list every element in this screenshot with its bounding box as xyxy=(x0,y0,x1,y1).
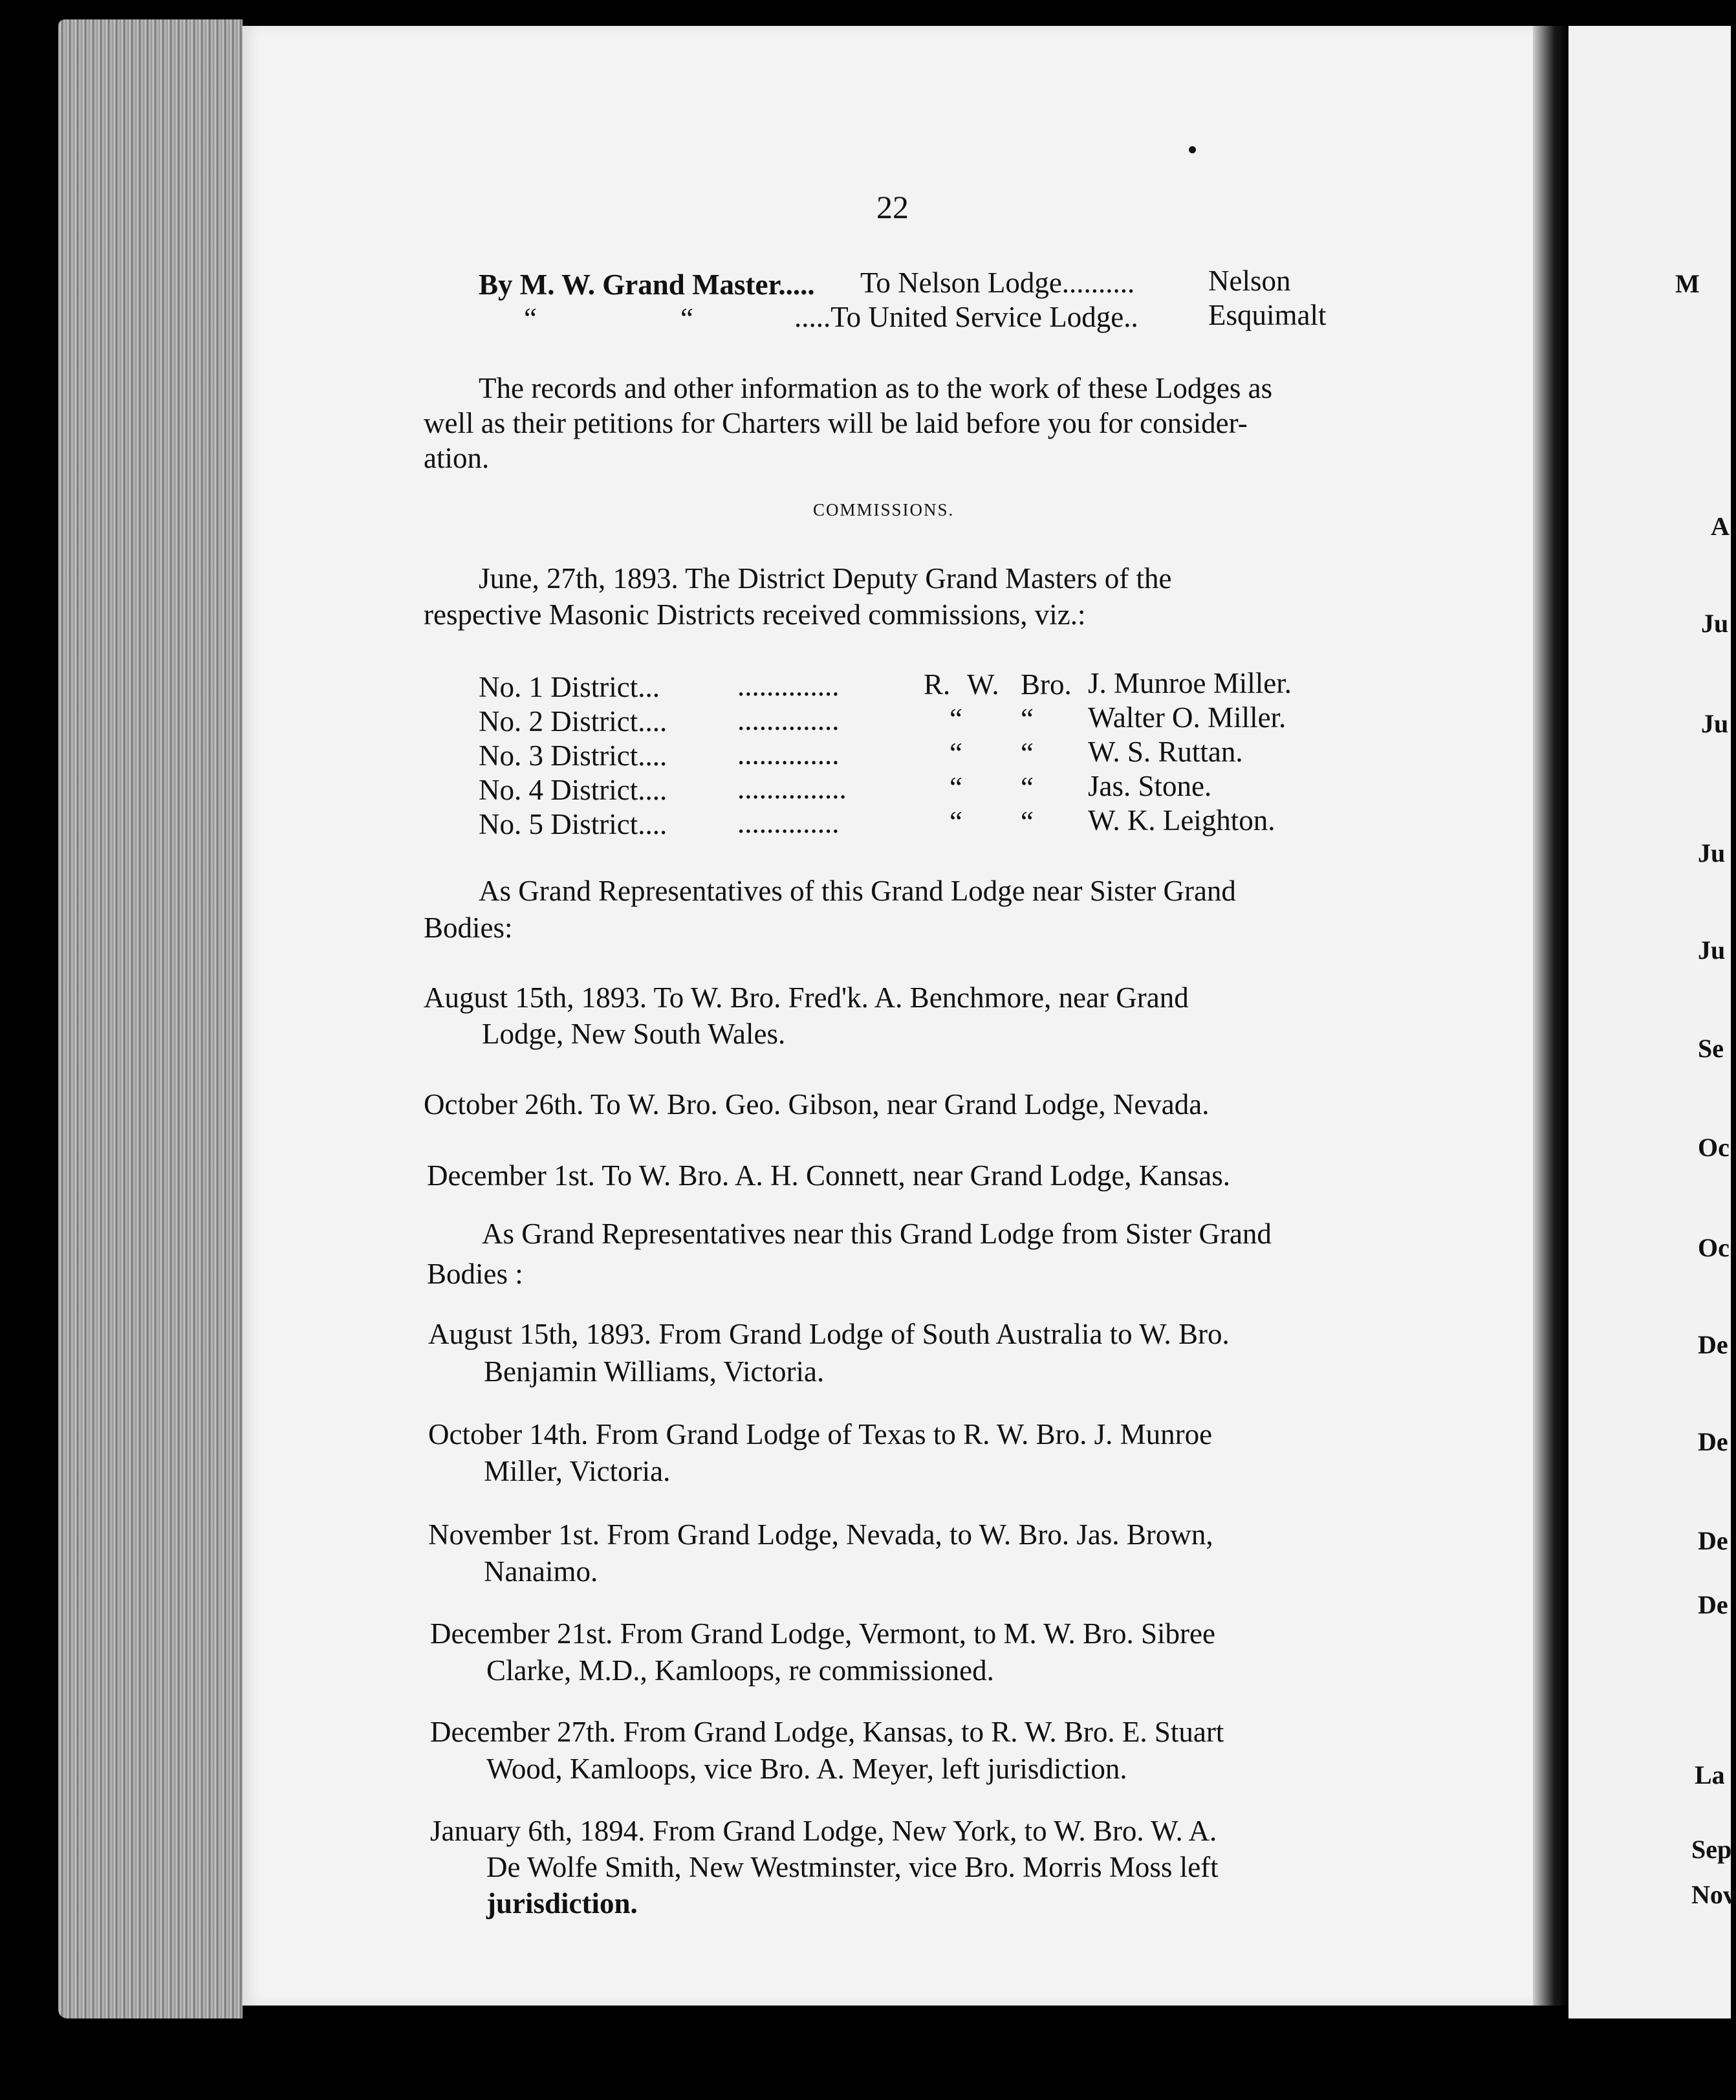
ink-spot xyxy=(1189,146,1196,153)
district-4-title-c: “ xyxy=(1021,771,1034,804)
district-2-name: No. 2 District.... xyxy=(479,705,667,738)
fragment: De xyxy=(1698,1590,1728,1619)
district-5-person: W. K. Leighton. xyxy=(1088,804,1275,837)
commissions-heading: COMMISSIONS. xyxy=(813,500,955,520)
fragment: La xyxy=(1695,1760,1725,1789)
district-3-leader: .............. xyxy=(737,738,840,771)
district-1-person: J. Munroe Miller. xyxy=(1088,667,1292,699)
records-line-1: The records and other information as to the work of these Lodges as xyxy=(479,372,1273,404)
near-entry-1-line-2: Benjamin Williams, Victoria. xyxy=(484,1355,825,1388)
district-5-title-c: “ xyxy=(1021,805,1034,838)
records-line-2: well as their petitions for Charters will be laid before you for consider- xyxy=(424,407,1248,439)
june-line-1: June, 27th, 1893. The District Deputy Grand Masters of the xyxy=(479,562,1172,595)
by-line-1-middle: To Nelson Lodge.......... xyxy=(860,267,1135,299)
district-3-title-c: “ xyxy=(1021,737,1034,769)
reps-of-this-line-1: As Grand Representatives of this Grand Lodge near Sister Grand xyxy=(479,875,1236,907)
by-line-1-left: By M. W. Grand Master..... xyxy=(479,268,815,301)
district-4-title-b: “ xyxy=(949,771,962,804)
near-entry-2-line-2: Miller, Victoria. xyxy=(484,1455,671,1487)
by-line-2-ditto-2: “ xyxy=(680,302,693,334)
fragment: Se xyxy=(1698,1034,1724,1063)
near-entry-1-line-1: August 15th, 1893. From Grand Lodge of South Australia to W. Bro. xyxy=(428,1318,1230,1350)
fragment: Ju xyxy=(1701,709,1729,738)
district-2-title-b: “ xyxy=(949,703,962,735)
fragment: Oc xyxy=(1698,1133,1730,1162)
by-line-2-right: Esquimalt xyxy=(1208,299,1327,331)
district-1-title-c: Bro. xyxy=(1021,668,1072,701)
district-3-person: W. S. Ruttan. xyxy=(1088,736,1243,768)
adjacent-page xyxy=(1568,26,1731,2018)
fragment: Oc xyxy=(1698,1233,1730,1262)
page-number: 22 xyxy=(876,189,909,225)
rep-entry-1-line-1: August 15th, 1893. To W. Bro. Fred'k. A. Benchmore, near Grand xyxy=(424,981,1189,1014)
fragment: A xyxy=(1711,512,1730,541)
records-line-3: ation. xyxy=(424,442,490,474)
near-entry-5-line-2: Wood, Kamloops, vice Bro. A. Meyer, left jurisdiction. xyxy=(486,1753,1127,1785)
district-3-title-b: “ xyxy=(949,737,962,769)
fragment: M xyxy=(1675,269,1700,298)
fragment: De xyxy=(1698,1427,1728,1456)
fragment: De xyxy=(1698,1526,1728,1555)
reps-near-this-line-2: Bodies : xyxy=(427,1258,523,1290)
near-entry-4-line-1: December 21st. From Grand Lodge, Vermont, to M. W. Bro. Sibree xyxy=(430,1617,1215,1650)
near-entry-3-line-2: Nanaimo. xyxy=(484,1555,598,1588)
fragment: Ju xyxy=(1698,935,1726,965)
near-entry-2-line-1: October 14th. From Grand Lodge of Texas to R. W. Bro. J. Munroe xyxy=(428,1418,1213,1450)
district-1-name: No. 1 District... xyxy=(479,671,660,703)
district-4-person: Jas. Stone. xyxy=(1088,770,1212,802)
near-entry-4-line-2: Clarke, M.D., Kamloops, re commissioned. xyxy=(486,1654,994,1687)
district-5-leader: .............. xyxy=(737,807,840,839)
district-5-title-b: “ xyxy=(949,805,962,838)
district-2-person: Walter O. Miller. xyxy=(1088,701,1286,734)
fragment: Sep xyxy=(1691,1835,1732,1864)
district-1-leader: .............. xyxy=(737,670,840,702)
fragment: De xyxy=(1698,1330,1728,1359)
by-line-2-middle: .....To United Service Lodge.. xyxy=(794,301,1138,333)
by-line-1-right: Nelson xyxy=(1208,265,1291,297)
near-entry-3-line-1: November 1st. From Grand Lodge, Nevada, to W. Bro. Jas. Brown, xyxy=(428,1518,1213,1551)
fragment: Ju xyxy=(1701,609,1729,638)
rep-entry-3-line-1: December 1st. To W. Bro. A. H. Connett, near Grand Lodge, Kansas. xyxy=(427,1159,1231,1192)
district-2-title-c: “ xyxy=(1021,703,1034,735)
book-gutter xyxy=(1533,26,1568,2006)
rep-entry-2-line-1: October 26th. To W. Bro. Geo. Gibson, near Grand Lodge, Nevada. xyxy=(424,1088,1210,1121)
near-entry-6-line-2: De Wolfe Smith, New Westminster, vice Bro. Morris Moss left xyxy=(486,1851,1219,1883)
fragment: Ju xyxy=(1698,838,1726,868)
district-2-leader: .............. xyxy=(737,704,840,736)
reps-near-this-line-1: As Grand Representatives near this Grand Lodge from Sister Grand xyxy=(482,1218,1272,1250)
june-line-2: respective Masonic Districts received commissions, viz.: xyxy=(424,598,1086,631)
district-1-title-b: W. xyxy=(967,668,999,701)
near-entry-6-line-1: January 6th, 1894. From Grand Lodge, New York, to W. Bro. W. A. xyxy=(430,1815,1217,1847)
district-1-title-a: R. xyxy=(924,668,951,701)
by-line-2-ditto-1: “ xyxy=(524,302,537,334)
near-entry-6-line-3: jurisdiction. xyxy=(486,1887,638,1920)
rep-entry-1-line-2: Lodge, New South Wales. xyxy=(482,1018,786,1050)
district-4-name: No. 4 District.... xyxy=(479,774,667,806)
reps-of-this-line-2: Bodies: xyxy=(424,912,513,944)
fragment: Nov xyxy=(1691,1880,1736,1909)
district-5-name: No. 5 District.... xyxy=(479,808,667,840)
district-4-leader: ............... xyxy=(737,772,847,805)
near-entry-5-line-1: December 27th. From Grand Lodge, Kansas, to R. W. Bro. E. Stuart xyxy=(430,1716,1224,1748)
book-page-edge xyxy=(58,19,243,2018)
district-3-name: No. 3 District.... xyxy=(479,739,667,772)
